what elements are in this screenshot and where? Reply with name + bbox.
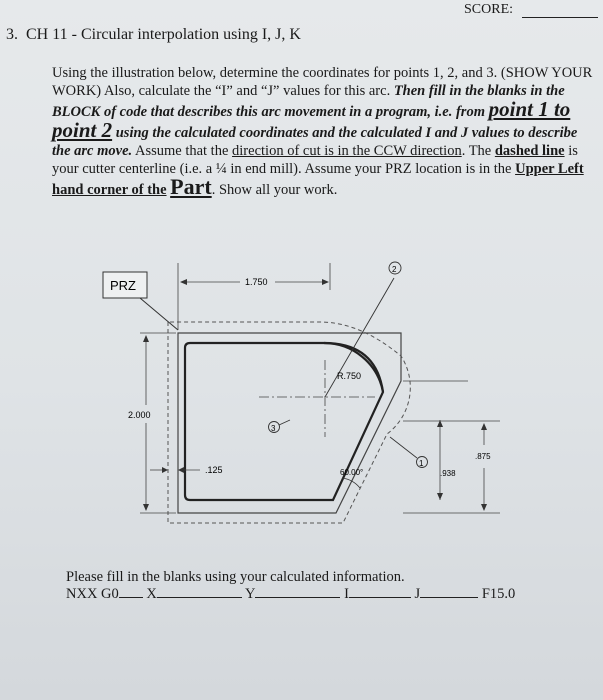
- blank-j[interactable]: [420, 585, 478, 598]
- dim-height-label: 2.000: [128, 410, 151, 420]
- dim-875-arrow-top: [481, 423, 487, 430]
- instr-part5: Assume that the: [134, 143, 229, 159]
- point1-label: 1: [419, 459, 424, 468]
- radius-label: R.750: [337, 371, 362, 381]
- blank-i[interactable]: [349, 585, 411, 598]
- gcode-nxx: NXX G0: [66, 586, 119, 602]
- dim-938-label: .938: [440, 469, 456, 478]
- blank-y[interactable]: [255, 585, 340, 598]
- instr-part: Part: [170, 174, 212, 199]
- instr-part9: is your cutter centerline (i.e. a ¼ in end mill). Assume your PRZ location is in the: [52, 143, 578, 177]
- prz-label: PRZ: [110, 278, 136, 293]
- instr-dashed: dashed line: [494, 143, 565, 159]
- instr-point-range: point 1 to point 2: [52, 97, 571, 142]
- dim-offset-arrow-left: [162, 467, 168, 473]
- prz-leader: [140, 298, 178, 330]
- gcode-feed: F15.0: [481, 586, 516, 602]
- angle-label: 60.00°: [340, 468, 364, 477]
- instr-part2: Then fill in the blanks in the BLOCK of code that describes this arc movement in a program, i.e. from: [52, 83, 565, 120]
- instr-part12: . Show all your work.: [211, 182, 338, 198]
- dim-width-label: 1.750: [245, 277, 268, 287]
- blank-g-code[interactable]: [119, 585, 143, 598]
- instr-part4: using the calculated coordinates and the calculated I and J values to describe the arc move.: [52, 125, 578, 159]
- instr-ccw: direction of cut is in the CCW direction: [232, 143, 462, 159]
- dim-938-arrow-bottom: [437, 493, 443, 500]
- point3-label: 3: [271, 424, 276, 433]
- gcode-line: [66, 585, 586, 603]
- dim-width-arrow-left: [180, 279, 187, 285]
- dim-height-arrow-bottom: [143, 504, 149, 511]
- instr-upper-left: Upper Left hand corner of the: [52, 161, 584, 198]
- blank-x[interactable]: [157, 585, 242, 598]
- dim-875-label: .875: [475, 452, 491, 461]
- question-title: CH 11 - Circular interpolation using I, J, K: [26, 26, 301, 43]
- cutter-centerline: [168, 322, 410, 523]
- gcode-x: X: [146, 586, 157, 602]
- dim-875-arrow-bottom: [481, 504, 487, 511]
- dim-offset-arrow-right: [178, 467, 184, 473]
- fill-prompt: Please fill in the blanks using your calculated information.: [66, 569, 405, 585]
- gcode-i: I: [344, 586, 349, 602]
- gcode-j: J: [414, 586, 421, 602]
- dim-width-arrow-right: [322, 279, 329, 285]
- instr-part1: Using the illustration below, determine the coordinates for points 1, 2, and 3. (SHOW YOUR WORK) Also, calculate the “I” and “J” values for this arc.: [52, 65, 593, 99]
- dim-height-arrow-top: [143, 335, 149, 342]
- gcode-y: Y: [244, 586, 256, 602]
- point1-leader: [390, 437, 417, 458]
- point2-label: 2: [392, 265, 397, 274]
- score-label: SCORE:: [464, 2, 514, 17]
- instr-part7: . The: [461, 143, 492, 159]
- point3-leader: [279, 420, 290, 425]
- question-number: 3.: [6, 26, 18, 43]
- dim-offset-label: .125: [205, 465, 223, 475]
